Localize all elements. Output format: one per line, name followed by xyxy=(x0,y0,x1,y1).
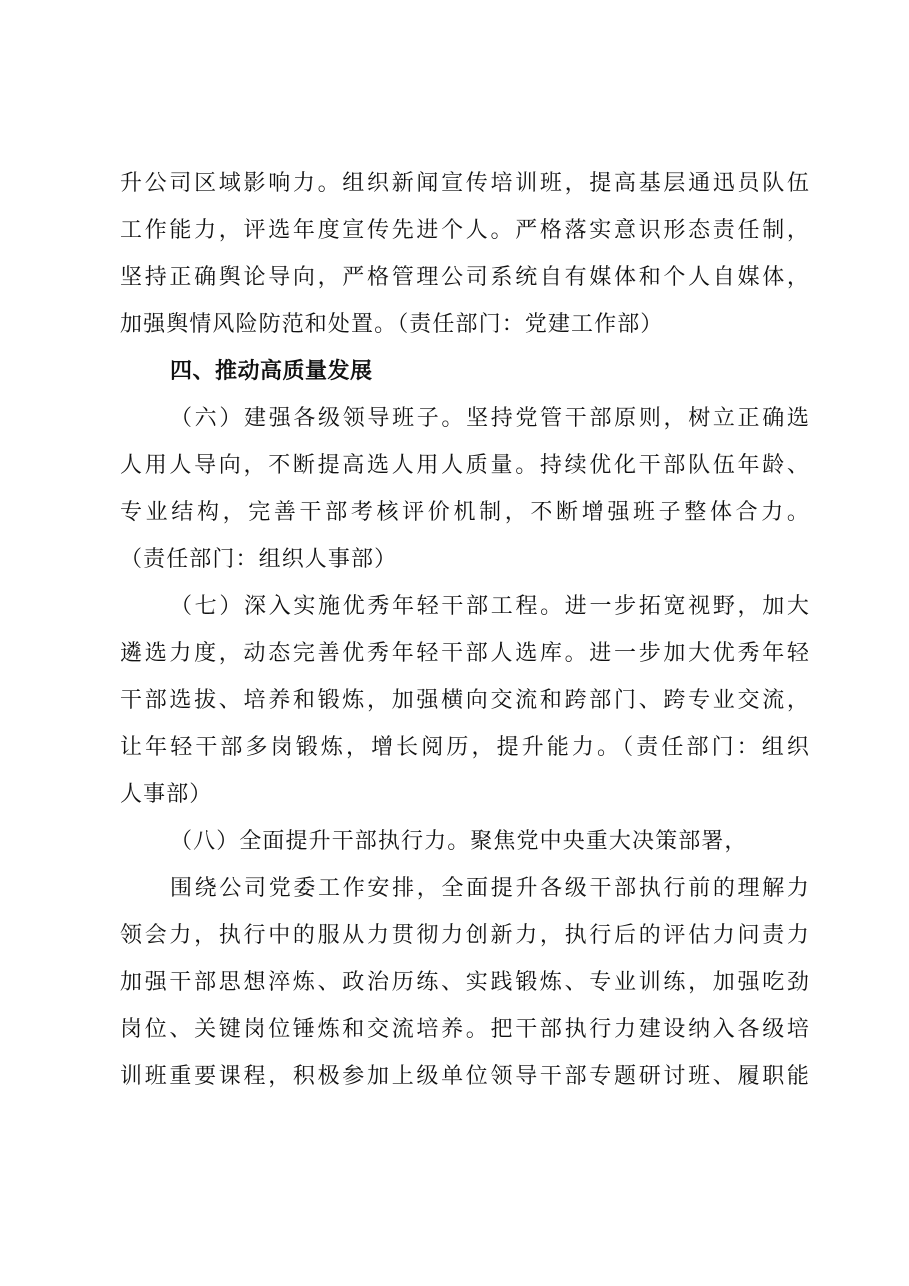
paragraph-line-18: 加强干部思想淬炼、政治历练、实践锻炼、专业训练，加强吃劲 xyxy=(120,970,810,995)
paragraph-line-9: （责任部门：组织人事部） xyxy=(120,547,398,572)
paragraph-line-3: 坚持正确舆论导向，严格管理公司系统自有媒体和个人自媒体， xyxy=(120,265,810,290)
paragraph-line-13: 让年轻干部多岗锻炼，增长阅历，提升能力。（责任部门：组织 xyxy=(120,735,810,760)
paragraph-line-10: （七）深入实施优秀年轻干部工程。进一步拓宽视野，加大 xyxy=(170,594,810,619)
paragraph-line-11: 遴选力度，动态完善优秀年轻干部人选库。进一步加大优秀年轻 xyxy=(120,641,810,666)
paragraph-line-2: 工作能力，评选年度宣传先进个人。严格落实意识形态责任制， xyxy=(120,218,810,243)
section-heading: 四、推动高质量发展 xyxy=(170,359,373,384)
paragraph-line-15: （八）全面提升干部执行力。聚焦党中央重大决策部署， xyxy=(170,829,748,854)
paragraph-line-20: 训班重要课程，积极参加上级单位领导干部专题研讨班、履职能 xyxy=(120,1064,810,1089)
paragraph-line-8: 专业结构，完善干部考核评价机制，不断增强班子整体合力。 xyxy=(120,500,810,525)
paragraph-line-12: 干部选拔、培养和锻炼，加强横向交流和跨部门、跨专业交流， xyxy=(120,688,810,713)
paragraph-line-4: 加强舆情风险防范和处置。（责任部门：党建工作部） xyxy=(120,312,664,337)
paragraph-line-17: 领会力，执行中的服从力贯彻力创新力，执行后的评估力问责力 xyxy=(120,923,810,948)
paragraph-line-7: 人用人导向，不断提高选人用人质量。持续优化干部队伍年龄、 xyxy=(120,453,810,478)
paragraph-line-6: （六）建强各级领导班子。坚持党管干部原则，树立正确选 xyxy=(170,406,810,431)
paragraph-line-16: 围绕公司党委工作安排，全面提升各级干部执行前的理解力 xyxy=(170,876,810,901)
paragraph-line-19: 岗位、关键岗位锤炼和交流培养。把干部执行力建设纳入各级培 xyxy=(120,1017,810,1042)
paragraph-line-14: 人事部） xyxy=(120,782,213,807)
paragraph-line-1: 升公司区域影响力。组织新闻宣传培训班，提高基层通迅员队伍 xyxy=(120,171,810,196)
